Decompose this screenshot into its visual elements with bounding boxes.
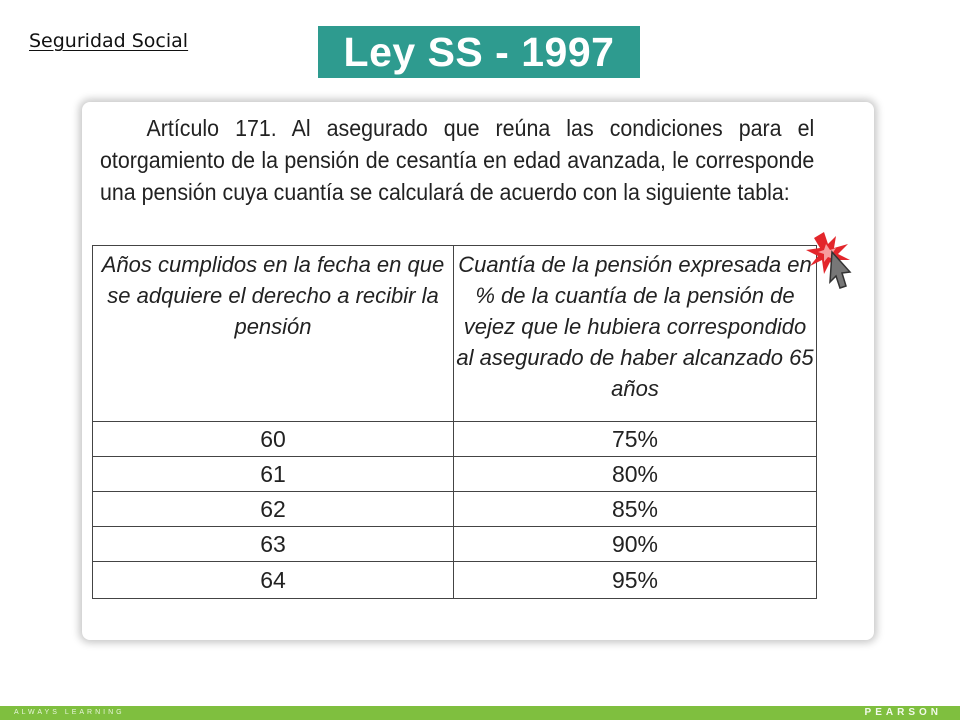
- table-row: [93, 562, 817, 599]
- cell-age: 62: [93, 492, 454, 527]
- pension-table: [92, 245, 817, 599]
- footer-tagline: ALWAYS LEARNING: [14, 709, 125, 716]
- section-label: Seguridad Social: [29, 30, 189, 52]
- cell-age: 61: [93, 457, 454, 492]
- header-years: Años cumplidos en la fecha en que se adquiere el derecho a recibir la pensión: [93, 246, 454, 422]
- footer-brand: PEARSON: [864, 707, 942, 718]
- cell-percent: 90%: [454, 527, 817, 562]
- table-header-row: [93, 246, 817, 422]
- table-row: [93, 422, 817, 457]
- article-text: Artículo 171. Al asegurado que reúna las condiciones para el otorgamiento de la pensión de cesantía en edad avanzada, le corresponde una pensión cuya cuantía se calculará de acuerdo con la siguiente tabla:: [100, 115, 815, 205]
- starburst-cursor-icon: [806, 230, 858, 290]
- cell-percent: 80%: [454, 457, 817, 492]
- cell-percent: 75%: [454, 422, 817, 457]
- cell-age: 63: [93, 527, 454, 562]
- table-row: [93, 527, 817, 562]
- cell-age: 60: [93, 422, 454, 457]
- table-row: [93, 457, 817, 492]
- cell-percent: 95%: [454, 562, 817, 599]
- footer-bar: [0, 706, 960, 720]
- table-row: [93, 492, 817, 527]
- cell-percent: 85%: [454, 492, 817, 527]
- header-amount: Cuantía de la pensión expresada en % de la cuantía de la pensión de vejez que le hubiera correspondido al asegurado de haber alcanzado 65 años: [454, 246, 817, 422]
- cell-age: 64: [93, 562, 454, 599]
- slide-title: Ley SS - 1997: [318, 26, 640, 78]
